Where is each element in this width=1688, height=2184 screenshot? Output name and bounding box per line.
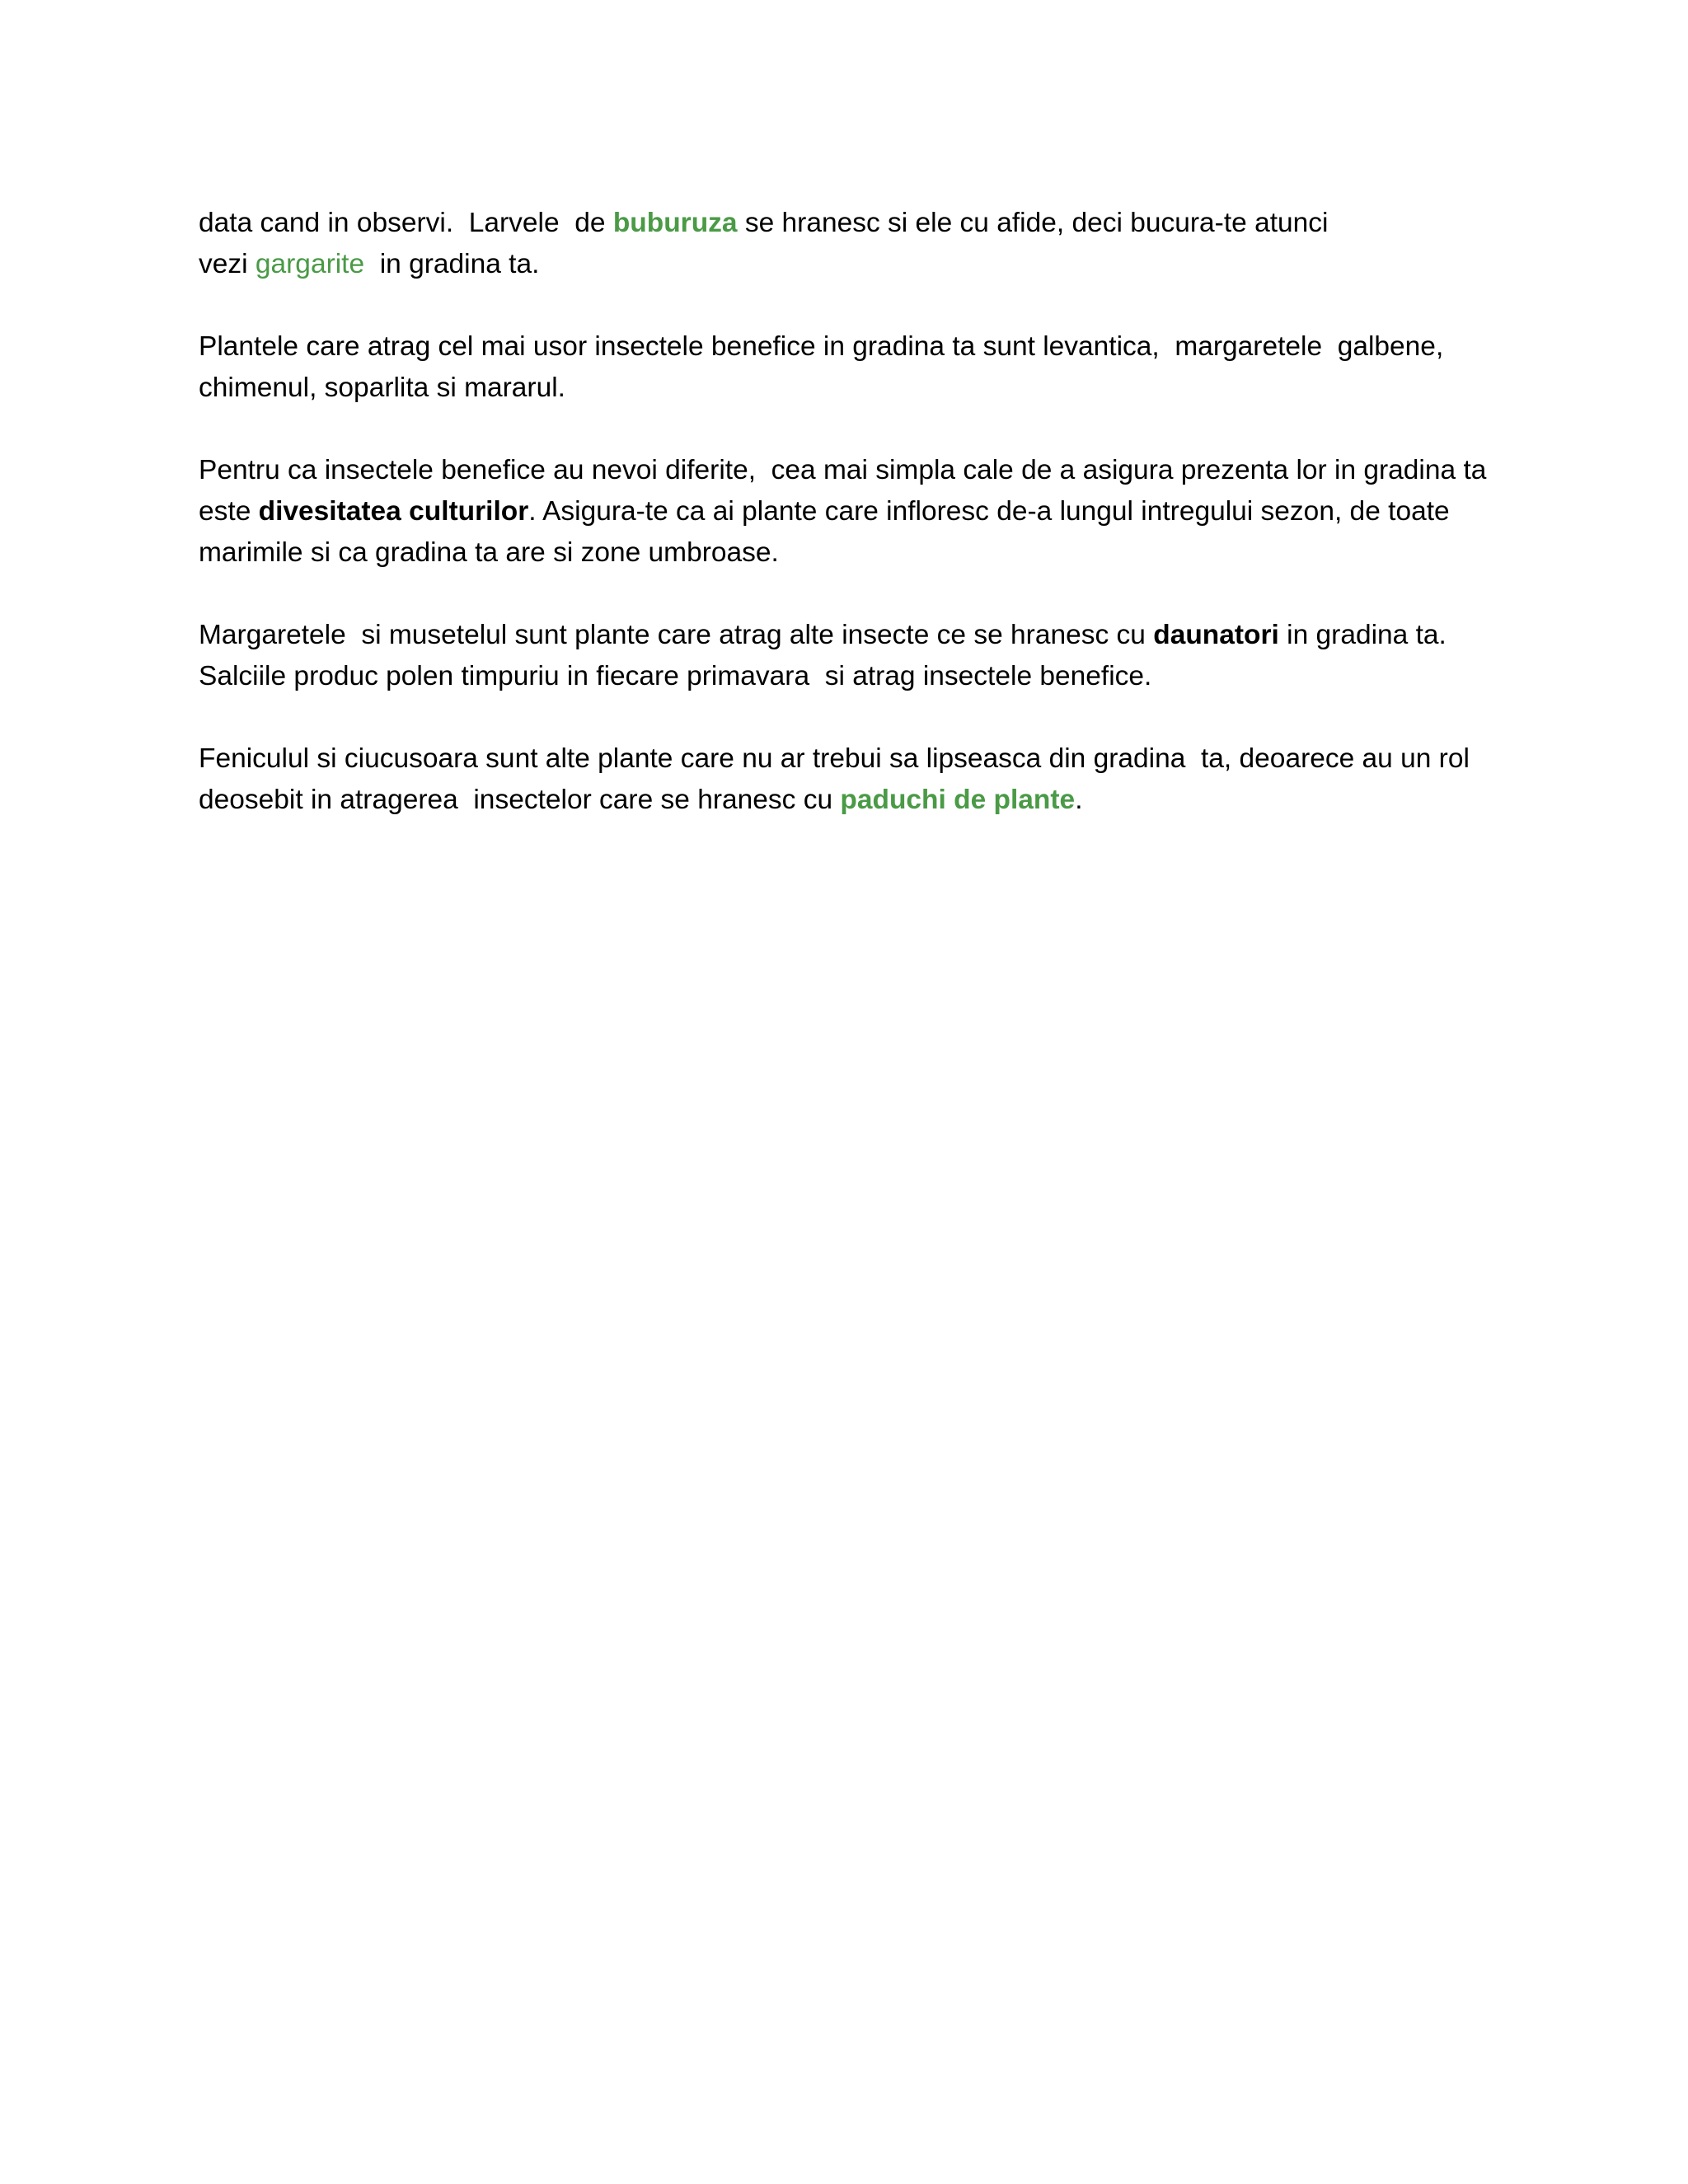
text-line (199, 656, 1501, 697)
text-line (199, 326, 1501, 368)
bold-term: divesitatea culturilor (258, 496, 529, 527)
text-run: chimenul, soparlita si mararul. (199, 373, 565, 403)
text-line (199, 738, 1501, 780)
text-line (199, 615, 1501, 656)
document-body (199, 203, 1501, 862)
text-run: Salciile produc polen timpuriu in fiecare primavara si atrag insectele benefice. (199, 661, 1152, 691)
text-line (199, 203, 1501, 244)
text-run: deosebit in atragerea insectelor care se hranesc cu (199, 785, 841, 815)
paragraph (199, 615, 1501, 697)
text-line (199, 780, 1501, 821)
paragraph (199, 450, 1501, 574)
text-line (199, 532, 1501, 574)
highlighted-term: gargarite (255, 249, 365, 279)
text-run: . Asigura-te ca ai plante care infloresc de-a lungul intregului sezon, de toate (528, 496, 1450, 527)
text-run: vezi (199, 249, 256, 279)
text-run: Plantele care atrag cel mai usor insectele benefice in gradina ta sunt levantica, margaretele galbene, (199, 331, 1444, 362)
text-line (199, 450, 1501, 491)
paragraph (199, 738, 1501, 821)
text-run: Pentru ca insectele benefice au nevoi diferite, cea mai simpla cale de a asigura prezenta lor in gradina ta (199, 455, 1487, 485)
text-run: marimile si ca gradina ta are si zone umbroase. (199, 537, 779, 568)
text-run: data cand in observi. Larvele de (199, 208, 613, 238)
text-run: in gradina ta. (1278, 620, 1447, 650)
paragraph (199, 326, 1501, 409)
text-line (199, 244, 1501, 285)
text-run: este (199, 496, 259, 527)
text-line (199, 368, 1501, 409)
paragraph (199, 203, 1501, 285)
text-run: . (1075, 785, 1083, 815)
text-run: Margaretele si musetelul sunt plante care atrag alte insecte ce se hranesc cu (199, 620, 1154, 650)
text-run: se hranesc si ele cu afide, deci bucura-te atunci (737, 208, 1329, 238)
highlighted-term: paduchi de plante (840, 785, 1076, 815)
bold-term: daunatori (1153, 620, 1279, 650)
highlighted-term: buburuza (612, 208, 738, 238)
text-run: Feniculul si ciucusoara sunt alte plante care nu ar trebui sa lipseasca din gradina ta, deoarece au un rol (199, 743, 1470, 774)
text-line (199, 491, 1501, 532)
text-run: in gradina ta. (364, 249, 540, 279)
